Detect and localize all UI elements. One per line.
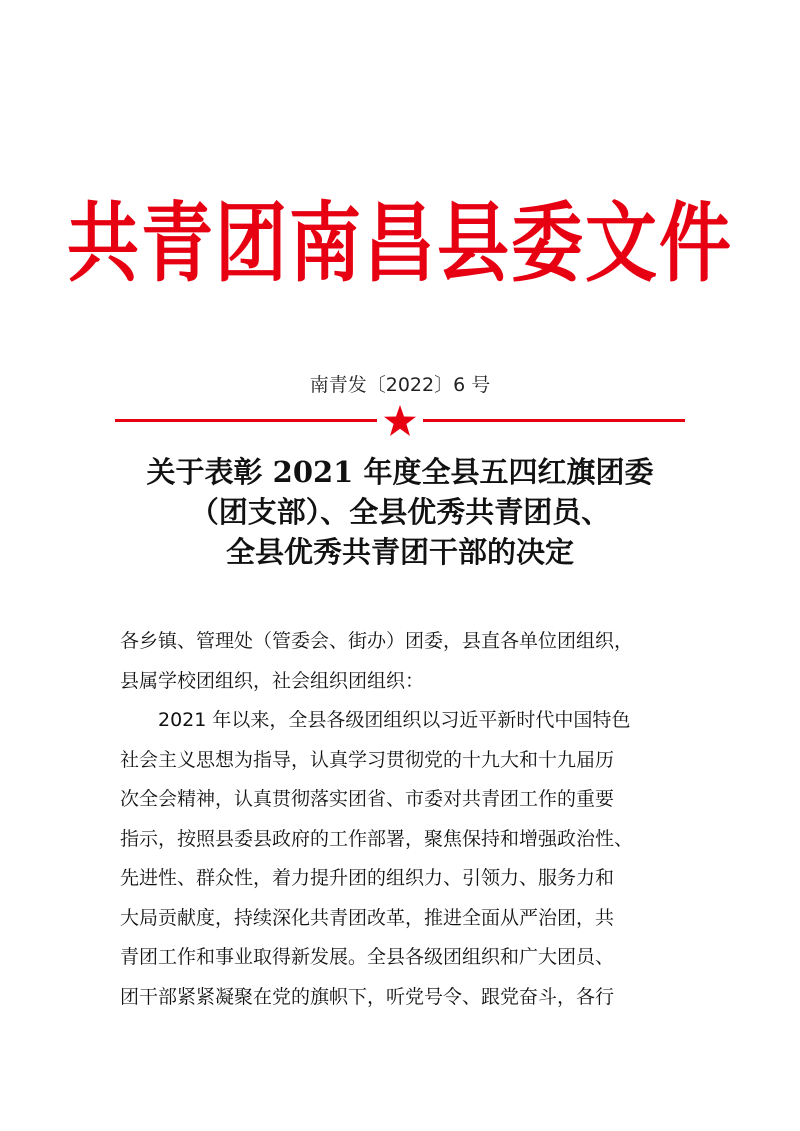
paragraph-line: 次全会精神，认真贯彻落实团省、市委对共青团工作的重要 — [120, 788, 615, 810]
title-line: （团支部）、全县优秀共青团员、 — [189, 495, 611, 529]
divider-line-right — [423, 419, 685, 422]
paragraph-line: 2021 年以来，全县各级团组织以习近平新时代中国特色 — [158, 709, 631, 731]
red-divider — [115, 404, 685, 438]
salutation-line: 各乡镇、管理处（管委会、街办）团委，县直各单位团组织， — [120, 630, 634, 652]
paragraph-line: 青团工作和事业取得新发展。全县各级团组织和广大团员、 — [120, 946, 615, 968]
title-line: 关于表彰 2021 年度全县五四红旗团委 — [146, 455, 654, 489]
salutation-line: 县属学校团组织，社会组织团组织： — [120, 669, 425, 692]
paragraph-line: 指示，按照县委县政府的工作部署，聚焦保持和增强政治性、 — [120, 827, 634, 850]
paragraph-line: 社会主义思想为指导，认真学习贯彻党的十九大和十九届历 — [120, 748, 615, 771]
document-title — [0, 452, 800, 572]
title-line: 全县优秀共青团干部的决定 — [225, 535, 574, 569]
paragraph-line: 团干部紧紧凝聚在党的旗帜下，听党号令、跟党奋斗，各行 — [120, 985, 615, 1008]
masthead-title: 共青团南昌县委文件 — [66, 191, 733, 294]
document-body — [120, 622, 690, 1017]
paragraph-line: 先进性、群众性，着力提升团的组织力、引领力、服务力和 — [120, 867, 615, 889]
paragraph-line: 大局贡献度，持续深化共青团改革，推进全面从严治团，共 — [120, 906, 615, 929]
document-number: 南青发〔2022〕6 号 — [309, 374, 491, 396]
divider-line-left — [115, 419, 377, 422]
star-icon — [383, 404, 417, 438]
